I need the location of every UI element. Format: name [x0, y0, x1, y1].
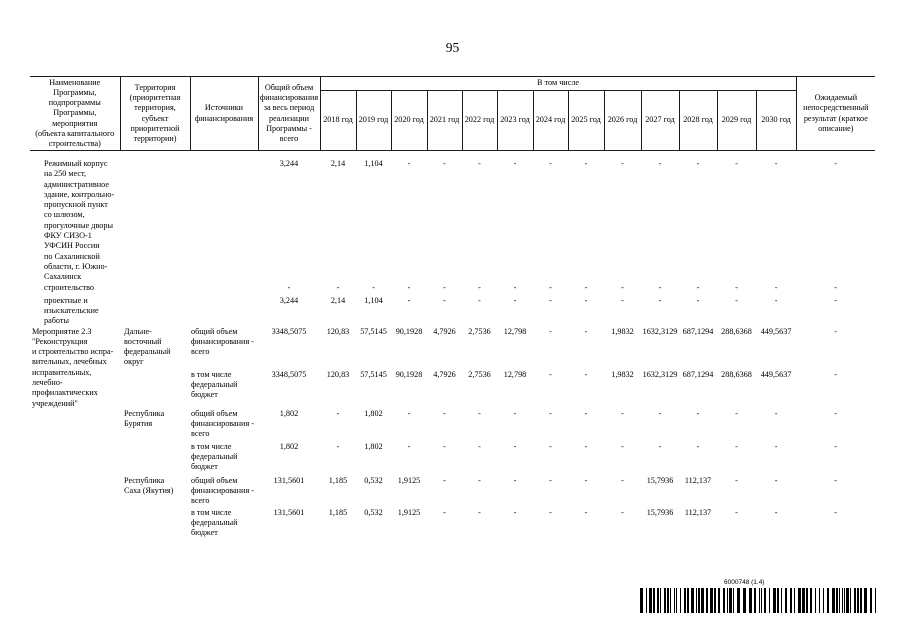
header-item-name: Наименование Программы, подпрограммы Программы, мероприятия (объекта капитального строительства)	[30, 77, 120, 151]
year-value-cell: -	[621, 159, 624, 168]
year-value-cell: 1,802	[364, 408, 383, 418]
year-value-cell: -	[658, 408, 662, 418]
year-value-cell: -	[584, 326, 588, 336]
year-value-cell: -	[513, 441, 517, 451]
total-funding-cell: -	[287, 282, 291, 292]
header-funding-sources: Источники финансирования	[190, 77, 258, 151]
year-value-cell: 15,7936	[646, 475, 674, 485]
header-year-2019: 2019 год	[356, 91, 391, 151]
year-value-cell: -	[735, 282, 738, 292]
year-value-cell: -	[621, 295, 624, 305]
year-value-cell: -	[443, 282, 446, 292]
year-value-cell: 112,137	[684, 475, 712, 485]
year-value-cell: -	[549, 326, 552, 336]
year-value-cell: -	[735, 159, 738, 168]
header-year-2020: 2020 год	[391, 91, 427, 151]
header-total-funding: Общий объем финансирования за весь период реализации Программы - всего	[258, 77, 320, 151]
item-name-cell: строительство	[44, 282, 95, 292]
year-value-cell: 12,798	[503, 326, 527, 336]
year-value-cell: 57,5145	[360, 326, 387, 336]
header-year-2022: 2022 год	[462, 91, 497, 151]
year-value-cell: 12,798	[503, 369, 527, 379]
year-value-cell: -	[621, 408, 624, 418]
year-value-cell: -	[372, 282, 375, 292]
header-row	[30, 77, 875, 91]
year-value-cell: 288,6368	[721, 326, 752, 336]
item-name-cell	[30, 409, 120, 442]
year-value-cell: -	[774, 441, 778, 451]
total-funding-cell: 1,802	[279, 408, 299, 418]
expected-result-cell: -	[834, 159, 837, 168]
year-value-cell: 0,532	[364, 507, 383, 517]
total-funding-cell: 3348,5075	[271, 369, 307, 379]
year-value-cell: 15,7936	[646, 507, 674, 517]
year-value-cell: -	[336, 282, 340, 292]
header-year-2025: 2025 год	[568, 91, 604, 151]
year-value-cell: -	[513, 408, 517, 418]
year-value-cell: 1,802	[364, 441, 383, 451]
year-value-cell: 687,1294	[682, 326, 714, 336]
year-value-cell: -	[443, 159, 446, 168]
year-value-cell: -	[621, 441, 624, 451]
expected-result-cell: -	[834, 369, 837, 379]
year-value-cell: -	[774, 408, 778, 418]
year-value-cell: -	[336, 441, 340, 451]
year-value-cell: -	[774, 295, 778, 305]
year-value-cell: -	[621, 475, 624, 485]
year-value-cell: -	[696, 441, 700, 451]
table-row	[30, 508, 875, 540]
year-value-cell: -	[584, 441, 588, 451]
item-name-cell: проектные и изыскательские работы	[44, 295, 99, 326]
year-value-cell: 449,5637	[760, 369, 792, 379]
year-value-cell: -	[443, 408, 446, 418]
funding-table	[30, 76, 875, 540]
year-value-cell: -	[513, 507, 517, 517]
year-value-cell: 687,1294	[682, 369, 714, 379]
year-value-cell: -	[584, 408, 588, 418]
year-value-cell: -	[735, 507, 738, 517]
year-value-cell: -	[407, 441, 411, 451]
year-value-cell: -	[478, 295, 481, 305]
year-value-cell: -	[735, 441, 738, 451]
year-value-cell: 1,185	[328, 507, 348, 517]
item-name-cell: Мероприятие 2.3 "Реконструкция и строительство испра- вительных, лечебных исправительных, лечебно- профилактических учреждений"	[32, 326, 114, 408]
table-header	[30, 77, 875, 151]
total-funding-cell: 3,244	[279, 295, 299, 305]
year-value-cell: -	[513, 159, 517, 168]
table-row	[30, 296, 875, 327]
barcode-caption: 6000748 (1.4)	[724, 579, 765, 586]
total-funding-cell: 1,802	[279, 441, 299, 451]
year-value-cell: -	[407, 295, 411, 305]
year-value-cell: 2,14	[330, 159, 346, 168]
funding-source-cell: в том числе федеральный бюджет	[191, 441, 238, 472]
year-value-cell: 1,9832	[611, 369, 634, 379]
total-funding-cell: 3,244	[279, 159, 299, 168]
table-row	[30, 370, 875, 409]
year-value-cell: -	[735, 475, 738, 485]
header-including: В том числе	[320, 77, 796, 91]
barcode	[640, 588, 876, 613]
table-row	[30, 409, 875, 442]
year-value-cell: 90,1928	[395, 369, 423, 379]
year-value-cell: -	[478, 282, 481, 292]
year-value-cell: -	[407, 282, 411, 292]
table-row	[30, 327, 875, 370]
funding-source-cell: в том числе федеральный бюджет	[191, 507, 238, 538]
year-value-cell: 1632,3129	[642, 369, 678, 379]
year-value-cell: 120,83	[326, 326, 350, 336]
year-value-cell: 449,5637	[760, 326, 792, 336]
year-value-cell: -	[696, 159, 700, 168]
year-value-cell: -	[478, 475, 481, 485]
funding-source-cell	[190, 151, 258, 283]
year-value-cell: -	[774, 475, 778, 485]
funding-source-cell	[190, 296, 258, 327]
year-value-cell: 2,7536	[468, 326, 491, 336]
year-value-cell: 57,5145	[360, 369, 387, 379]
year-value-cell: -	[774, 507, 778, 517]
funding-source-cell	[190, 283, 258, 296]
year-value-cell: -	[513, 295, 517, 305]
year-value-cell: -	[336, 408, 340, 418]
header-year-2018: 2018 год	[320, 91, 356, 151]
territory-cell	[120, 442, 190, 476]
year-value-cell: -	[584, 507, 588, 517]
year-value-cell: 4,7926	[433, 369, 456, 379]
year-value-cell: 2,7536	[468, 369, 491, 379]
territory-cell	[120, 296, 190, 327]
year-value-cell: -	[549, 408, 552, 418]
header-year-2030: 2030 год	[756, 91, 796, 151]
year-value-cell: -	[407, 159, 411, 168]
year-value-cell: 1,9832	[611, 326, 634, 336]
expected-result-cell: -	[834, 326, 837, 336]
year-value-cell: 1,104	[364, 295, 383, 305]
territory-cell	[120, 370, 190, 409]
year-value-cell: 112,137	[684, 507, 712, 517]
expected-result-cell: -	[834, 408, 837, 418]
header-year-2023: 2023 год	[497, 91, 533, 151]
year-value-cell: 90,1928	[395, 326, 423, 336]
table-body	[30, 151, 875, 540]
year-value-cell: -	[478, 441, 481, 451]
territory-cell: Дальне- восточный федеральный округ	[124, 326, 171, 367]
territory-cell: Республика Бурятия	[124, 408, 165, 428]
item-name-cell	[30, 442, 120, 476]
year-value-cell: -	[658, 282, 662, 292]
year-value-cell: -	[735, 295, 738, 305]
year-value-cell: -	[658, 295, 662, 305]
year-value-cell: -	[621, 282, 624, 292]
funding-source-cell: общий объем финансирования - всего	[191, 408, 254, 439]
table-row	[30, 283, 875, 296]
header-year-2027: 2027 год	[641, 91, 679, 151]
total-funding-cell: 131,5601	[273, 507, 305, 517]
year-value-cell: -	[443, 441, 446, 451]
year-value-cell: -	[513, 475, 517, 485]
year-value-cell: -	[658, 441, 662, 451]
year-value-cell: 1,185	[328, 475, 348, 485]
year-value-cell: -	[549, 159, 552, 168]
year-value-cell: 0,532	[364, 475, 383, 485]
year-value-cell: -	[549, 369, 552, 379]
header-year-2028: 2028 год	[679, 91, 717, 151]
year-value-cell: -	[696, 282, 700, 292]
year-value-cell: -	[443, 475, 446, 485]
territory-cell	[120, 151, 190, 283]
year-value-cell: -	[584, 159, 588, 168]
year-value-cell: -	[658, 159, 662, 168]
table-row	[30, 151, 875, 283]
year-value-cell: -	[621, 507, 624, 517]
year-value-cell: 1,9125	[397, 475, 421, 485]
header-territory: Территория (приоритетная территория, субъект приоритетной территории)	[120, 77, 190, 151]
territory-cell: Республика Саха (Якутия)	[124, 475, 174, 495]
year-value-cell: -	[478, 408, 481, 418]
year-value-cell: 288,6368	[721, 369, 752, 379]
table-row	[30, 442, 875, 476]
year-value-cell: -	[549, 475, 552, 485]
expected-result-cell: -	[834, 295, 837, 305]
total-funding-cell: 131,5601	[273, 475, 305, 485]
year-value-cell: -	[549, 507, 552, 517]
expected-result-cell: -	[834, 507, 837, 517]
year-value-cell: -	[549, 441, 552, 451]
year-value-cell: -	[549, 282, 552, 292]
header-year-2029: 2029 год	[717, 91, 756, 151]
year-value-cell: -	[696, 408, 700, 418]
year-value-cell: 1632,3129	[642, 326, 678, 336]
table-row	[30, 476, 875, 508]
year-value-cell: -	[407, 408, 411, 418]
year-value-cell: -	[696, 295, 700, 305]
year-value-cell: 2,14	[330, 295, 346, 305]
page-number: 95	[445, 40, 460, 55]
year-value-cell: -	[549, 295, 552, 305]
year-value-cell: -	[584, 475, 588, 485]
header-year-2026: 2026 год	[604, 91, 641, 151]
year-value-cell: 1,9125	[397, 507, 421, 517]
header-year-2021: 2021 год	[427, 91, 462, 151]
funding-source-cell: в том числе федеральный бюджет	[191, 369, 238, 400]
expected-result-cell: -	[834, 475, 837, 485]
total-funding-cell: 3348,5075	[271, 326, 307, 336]
year-value-cell: -	[774, 159, 778, 168]
year-value-cell: 4,7926	[433, 326, 456, 336]
item-name-cell	[30, 476, 120, 508]
year-value-cell: -	[513, 282, 517, 292]
year-value-cell: -	[774, 282, 778, 292]
territory-cell	[120, 283, 190, 296]
year-value-cell: -	[584, 282, 588, 292]
year-value-cell: -	[735, 408, 738, 418]
header-expected-result: Ожидаемый непосредственный результат (краткое описание)	[796, 77, 875, 151]
year-value-cell: -	[443, 295, 446, 305]
year-value-cell: 1,104	[364, 159, 383, 168]
territory-cell	[120, 508, 190, 540]
item-name-cell: Режимный корпус на 250 мест, административное здание, контрольно- пропускной пункт со шлюзом, прогулочные дворы ФКУ СИЗО-1 УФСИН России по Сахалинской области, г. Южно- Сахалинск	[44, 159, 115, 282]
funding-source-cell: общий объем финансирования - всего	[191, 475, 254, 506]
year-value-cell: -	[584, 295, 588, 305]
item-name-cell	[30, 508, 120, 540]
year-value-cell: -	[478, 507, 481, 517]
header-year-2024: 2024 год	[533, 91, 568, 151]
year-value-cell: -	[443, 507, 446, 517]
year-value-cell: -	[478, 159, 481, 168]
expected-result-cell: -	[834, 441, 837, 451]
funding-source-cell: общий объем финансирования - всего	[191, 326, 254, 357]
year-value-cell: 120,83	[326, 369, 350, 379]
expected-result-cell: -	[834, 282, 837, 292]
year-value-cell: -	[584, 369, 588, 379]
